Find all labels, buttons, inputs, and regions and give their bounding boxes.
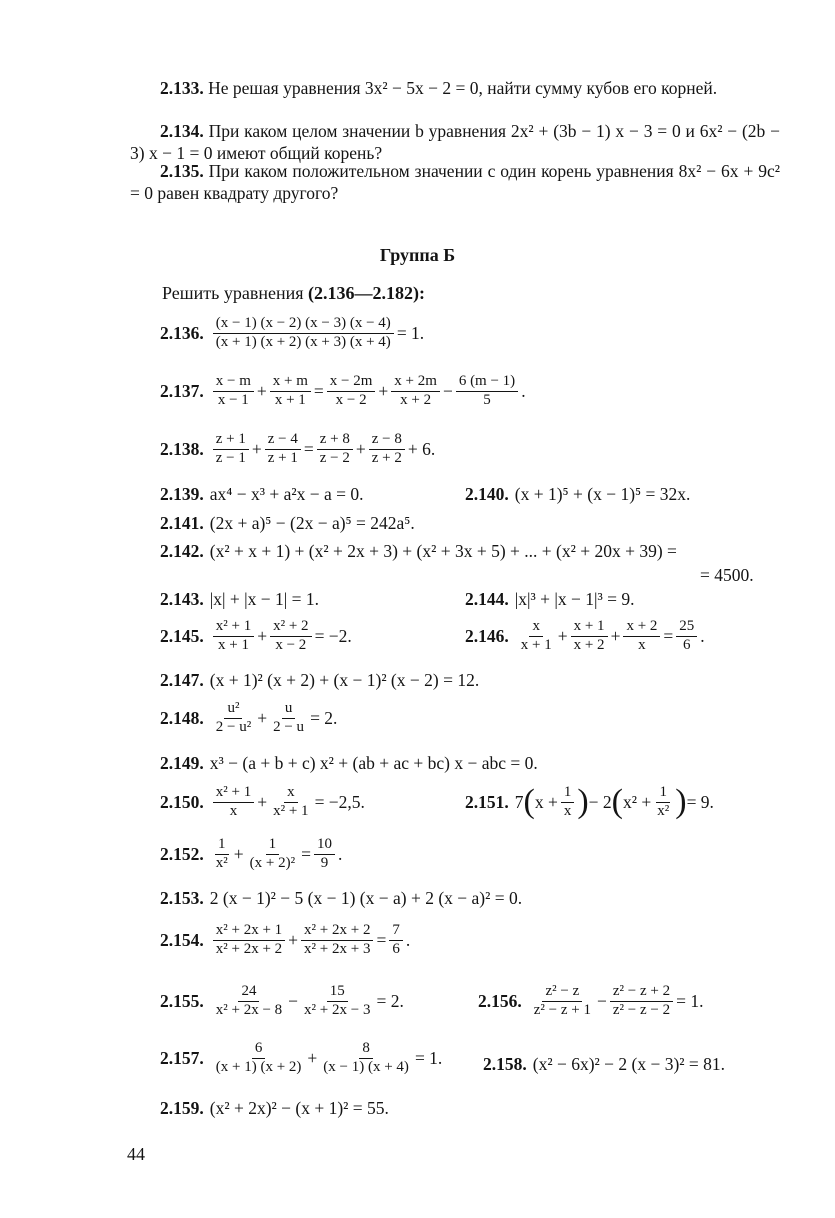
problem-2-138: 2.138. $\frac{z + 1}{z - 1}$ + $\frac{z - 4}{z + 1}$ = $\frac{z + 8}{z - 2}$ + $\frac{z - 8}{z + 2}$ + 6. — [160, 431, 436, 466]
numerator: x + 1 — [571, 618, 608, 637]
equation: (2x + a)⁵ − (2x − a)⁵ = 242a⁵. — [209, 513, 415, 533]
numerator: z² − z — [542, 983, 582, 1002]
problem-2-143 — [160, 591, 319, 609]
numerator: 1 — [656, 784, 670, 803]
equation-continuation: = 4500. — [700, 565, 754, 585]
problem-2-134 — [130, 121, 780, 164]
problem-2-151: 2.151. 7 ( x + $\frac{1}{x}$ ) − 2 ( x² + $\frac{1}{\text{x²}}$ ) = 9. — [465, 783, 714, 821]
denominator: (x + 2)² — [249, 854, 296, 871]
numerator: 15 — [327, 983, 348, 1002]
fraction — [610, 983, 673, 1020]
problem-number: 2.151. — [465, 791, 509, 812]
page-number: 44 — [127, 1144, 145, 1164]
equation: (x + 1)² (x + 2) + (x − 1)² (x − 2) = 12. — [209, 670, 480, 690]
numerator: x² + 2 — [270, 618, 311, 637]
equation: |x|³ + |x − 1|³ = 9. — [514, 589, 635, 609]
fraction — [213, 618, 254, 655]
denominator: 2 − u — [273, 718, 305, 735]
denominator: 9 — [320, 854, 329, 871]
fraction — [456, 373, 518, 410]
numerator: z − 8 — [369, 431, 405, 450]
problem-2-156: 2.156. $\frac{\text{z² − z}}{\text{z² − z + 1}}$ − $\frac{\text{z² − z + 2}}{\text{z² − z − 2}}$ = 1. — [478, 983, 704, 1018]
denominator: (x − 1) (x + 4) — [323, 1058, 409, 1075]
equation-tail: = 9. — [686, 791, 714, 812]
denominator: z − 2 — [319, 449, 350, 466]
fraction — [317, 431, 353, 468]
fraction — [213, 431, 249, 468]
denominator: 5 — [483, 391, 491, 408]
equation-tail: = 1. — [396, 322, 425, 343]
fraction — [369, 431, 405, 468]
numerator: 6 (m − 1) — [456, 373, 518, 392]
problem-number: 2.134. — [160, 121, 204, 141]
numerator: 1 — [215, 836, 229, 855]
fraction — [247, 836, 298, 873]
problem-2-147 — [160, 672, 479, 690]
equation: x³ − (a + b + c) x² + (ab + ac + bc) x − abc = 0. — [209, 753, 538, 773]
intro-range: (2.136—2.182): — [308, 283, 425, 303]
numerator: x² + 1 — [213, 618, 254, 637]
numerator: x + 2m — [391, 373, 440, 392]
numerator: z² − z + 2 — [610, 983, 673, 1002]
problem-2-150: 2.150. $\frac{\text{x² + 1}}{x}$ + $\frac{x}{\text{x² + 1}}$ = −2,5. — [160, 784, 365, 819]
numerator: 6 — [252, 1040, 266, 1059]
numerator: x − m — [213, 373, 254, 392]
denominator: x² + 2x − 8 — [215, 1001, 283, 1018]
problem-2-153 — [160, 890, 522, 908]
left-paren: ( — [611, 783, 623, 821]
problem-number: 2.157. — [160, 1047, 204, 1068]
equation: ax⁴ − x³ + a²x − a = 0. — [209, 484, 364, 504]
equation: (x² + 2x)² − (x + 1)² = 55. — [209, 1098, 389, 1118]
numerator: 1 — [561, 784, 575, 803]
denominator: x² — [657, 802, 670, 819]
numerator: x² + 1 — [213, 784, 254, 803]
numerator: z + 8 — [317, 431, 353, 450]
problem-number: 2.137. — [160, 380, 204, 401]
numerator: x — [529, 618, 543, 637]
problem-2-145: 2.145. $\frac{\text{x² + 1}}{x + 1}$ + $\frac{\text{x² + 2}}{x - 2}$ = −2. — [160, 618, 352, 653]
denominator: x² + 2x − 3 — [304, 1001, 371, 1018]
problem-number: 2.135. — [160, 161, 204, 181]
denominator: z + 1 — [267, 449, 298, 466]
denominator: (x + 1) (x + 2) — [215, 1058, 302, 1075]
problem-number: 2.154. — [160, 929, 204, 950]
denominator: x² + 1 — [273, 802, 309, 819]
fraction — [320, 1040, 412, 1077]
numerator: x − 2m — [327, 373, 376, 392]
denominator: x + 2 — [573, 636, 605, 653]
fraction — [327, 373, 376, 410]
problem-2-152: 2.152. $\frac{1}{\text{x²}}$ + $\frac{1}{\text{(x + 2)²}}$ = $\frac{10}{9}$ . — [160, 836, 343, 871]
problem-2-148: 2.148. $\frac{\text{u²}}{\text{2 − u²}}$ + $\frac{u}{2 - u}$ = 2. — [160, 700, 338, 735]
numerator: x² + 2x + 1 — [213, 922, 285, 941]
denominator: 2 − u² — [215, 718, 252, 735]
problem-number: 2.150. — [160, 791, 204, 812]
denominator: x + 1 — [520, 636, 552, 653]
numerator: x² + 2x + 2 — [301, 922, 373, 941]
left-paren: ( — [523, 783, 535, 821]
problem-2-157: 2.157. $\frac{6}{(x + 1) (x + 2)}$ + $\frac{8}{(x - 1) (x + 4)}$ = 1. — [160, 1040, 443, 1075]
denominator: z² − z − 2 — [612, 1001, 671, 1018]
fraction — [561, 784, 575, 821]
problem-2-158 — [483, 1056, 725, 1074]
denominator: x − 2 — [335, 391, 367, 408]
fraction — [301, 983, 373, 1020]
fraction — [213, 922, 285, 959]
section-intro — [162, 283, 425, 304]
denominator: x² + 2x + 3 — [304, 940, 371, 957]
numerator: (x − 1) (x − 2) (x − 3) (x − 4) — [213, 315, 394, 334]
fraction — [213, 983, 285, 1020]
problem-number: 2.133. — [160, 78, 204, 98]
numerator: 24 — [238, 983, 259, 1002]
denominator: x − 1 — [217, 391, 249, 408]
denominator: x + 1 — [218, 636, 249, 653]
problem-number: 2.143. — [160, 589, 204, 609]
denominator: x² + 2x + 2 — [215, 940, 283, 957]
numerator: x + 2 — [623, 618, 660, 637]
numerator: 1 — [266, 836, 280, 855]
numerator: u² — [224, 700, 242, 719]
numerator: x + m — [270, 373, 311, 392]
fraction — [213, 1040, 305, 1077]
fraction — [213, 700, 254, 737]
equation: (x² − 6x)² − 2 (x − 3)² = 81. — [532, 1054, 726, 1074]
denominator: 6 — [683, 636, 691, 653]
equation-tail: + 6. — [407, 438, 436, 459]
problem-number: 2.155. — [160, 990, 204, 1011]
problem-number: 2.138. — [160, 438, 204, 459]
denominator: x — [229, 802, 238, 819]
fraction — [213, 836, 231, 873]
problem-number: 2.153. — [160, 888, 204, 908]
equation: (x² + x + 1) + (x² + 2x + 3) + (x² + 3x + 5) + ... + (x² + 20x + 39) = — [209, 541, 677, 561]
problem-2-146: 2.146. $\frac{x}{x + 1}$ + $\frac{x + 1}{x + 2}$ + $\frac{x + 2}{x}$ = $\frac{25}{6}$ . — [465, 618, 705, 653]
fraction — [213, 315, 394, 352]
problem-2-154: 2.154. $\frac{\text{x² + 2x + 1}}{\text{x² + 2x + 2}}$ + $\frac{\text{x² + 2x + 2}}{\text{x² + 2x + 3}}$ = $\frac{7}{6}$ . — [160, 922, 411, 957]
equation-tail: = −2,5. — [314, 791, 365, 812]
problem-number: 2.144. — [465, 589, 509, 609]
denominator: x — [563, 802, 572, 819]
numerator: z − 4 — [265, 431, 301, 450]
denominator: x² — [215, 854, 228, 871]
fraction — [270, 700, 307, 737]
problem-2-159 — [160, 1100, 389, 1118]
problem-number: 2.159. — [160, 1098, 204, 1118]
problem-number: 2.146. — [465, 625, 509, 646]
numerator: u — [282, 700, 296, 719]
equation: |x| + |x − 1| = 1. — [209, 589, 319, 609]
denominator: x + 1 — [274, 391, 306, 408]
problem-2-135 — [130, 161, 780, 204]
denominator: x − 2 — [275, 636, 307, 653]
problem-number: 2.147. — [160, 670, 204, 690]
fraction — [213, 373, 254, 410]
problem-number: 2.152. — [160, 843, 204, 864]
fraction — [270, 618, 311, 655]
fraction — [571, 618, 608, 655]
problem-text: При каком целом значении b уравнения 2x² + (3b − 1) x − 3 = 0 и 6x² − (2b − 3) x − 1 = 0 имеют общий корень? — [130, 121, 780, 163]
right-paren: ) — [577, 783, 589, 821]
numerator: z + 1 — [213, 431, 249, 450]
fraction — [270, 784, 311, 821]
fraction — [391, 373, 440, 410]
fraction — [389, 922, 403, 959]
problem-text: Не решая уравнения 3x² − 5x − 2 = 0, найти сумму кубов его корней. — [208, 78, 718, 98]
problem-number: 2.156. — [478, 990, 522, 1011]
equation-tail: = −2. — [314, 625, 352, 646]
problem-2-141 — [160, 515, 415, 533]
denominator: z − 1 — [215, 449, 246, 466]
middle-term: − 2 — [588, 791, 612, 812]
equation-tail: = 1. — [414, 1047, 443, 1068]
denominator: (x + 1) (x + 2) (x + 3) (x + 4) — [215, 333, 391, 350]
equation: 2 (x − 1)² − 5 (x − 1) (x − a) + 2 (x − a)² = 0. — [209, 888, 523, 908]
section-heading: Группа Б — [379, 245, 456, 265]
problem-number: 2.148. — [160, 707, 204, 728]
equation: (x + 1)⁵ + (x − 1)⁵ = 32x. — [514, 484, 691, 504]
problem-2-142 — [160, 543, 677, 561]
intro-text: Решить уравнения — [162, 283, 304, 303]
problem-number: 2.141. — [160, 513, 204, 533]
denominator: z² − z + 1 — [533, 1001, 591, 1018]
denominator: x + 2 — [400, 391, 432, 408]
numerator: x — [284, 784, 298, 803]
fraction — [213, 784, 254, 821]
fraction — [531, 983, 594, 1020]
fraction — [265, 431, 301, 468]
right-paren: ) — [675, 783, 687, 821]
problem-2-140 — [465, 486, 690, 504]
numerator: 25 — [676, 618, 697, 637]
denominator: x — [638, 636, 646, 653]
numerator: 7 — [389, 922, 403, 941]
equation-tail: = 1. — [676, 990, 704, 1011]
problem-2-144 — [465, 591, 635, 609]
equation-tail: = 2. — [376, 990, 404, 1011]
fraction — [270, 373, 311, 410]
problem-2-149 — [160, 755, 538, 773]
problem-2-137: 2.137. $\frac{x - m}{x - 1}$ + $\frac{x + m}{x + 1}$ = $\frac{x - 2m}{x - 2}$ + $\frac{x + 2m}{x + 2}$ − $\frac{6 (m - 1)}{5}$ . — [160, 373, 526, 408]
fraction — [676, 618, 697, 655]
fraction — [623, 618, 660, 655]
coefficient: 7 — [514, 791, 524, 812]
numerator: 10 — [314, 836, 335, 855]
problem-2-136 — [160, 315, 424, 352]
problem-2-133 — [130, 78, 780, 100]
problem-2-155: 2.155. $\frac{24}{\text{x² + 2x − 8}}$ − $\frac{15}{\text{x² + 2x − 3}}$ = 2. — [160, 983, 404, 1018]
fraction — [314, 836, 335, 873]
denominator: 6 — [392, 940, 400, 957]
problem-number: 2.140. — [465, 484, 509, 504]
problem-number: 2.149. — [160, 753, 204, 773]
problem-number: 2.142. — [160, 541, 204, 561]
problem-number: 2.136. — [160, 322, 204, 343]
problem-text: При каком положительном значении c один корень уравнения 8x² − 6x + 9c² = 0 равен квадрату другого? — [130, 161, 781, 203]
problem-number: 2.139. — [160, 484, 204, 504]
problem-2-139 — [160, 486, 364, 504]
fraction — [518, 618, 555, 655]
numerator: 8 — [359, 1040, 373, 1059]
equation-tail: = 2. — [310, 707, 338, 728]
problem-number: 2.158. — [483, 1054, 527, 1074]
problem-number: 2.145. — [160, 625, 204, 646]
fraction — [654, 784, 672, 821]
fraction — [301, 922, 373, 959]
denominator: z + 2 — [371, 449, 402, 466]
